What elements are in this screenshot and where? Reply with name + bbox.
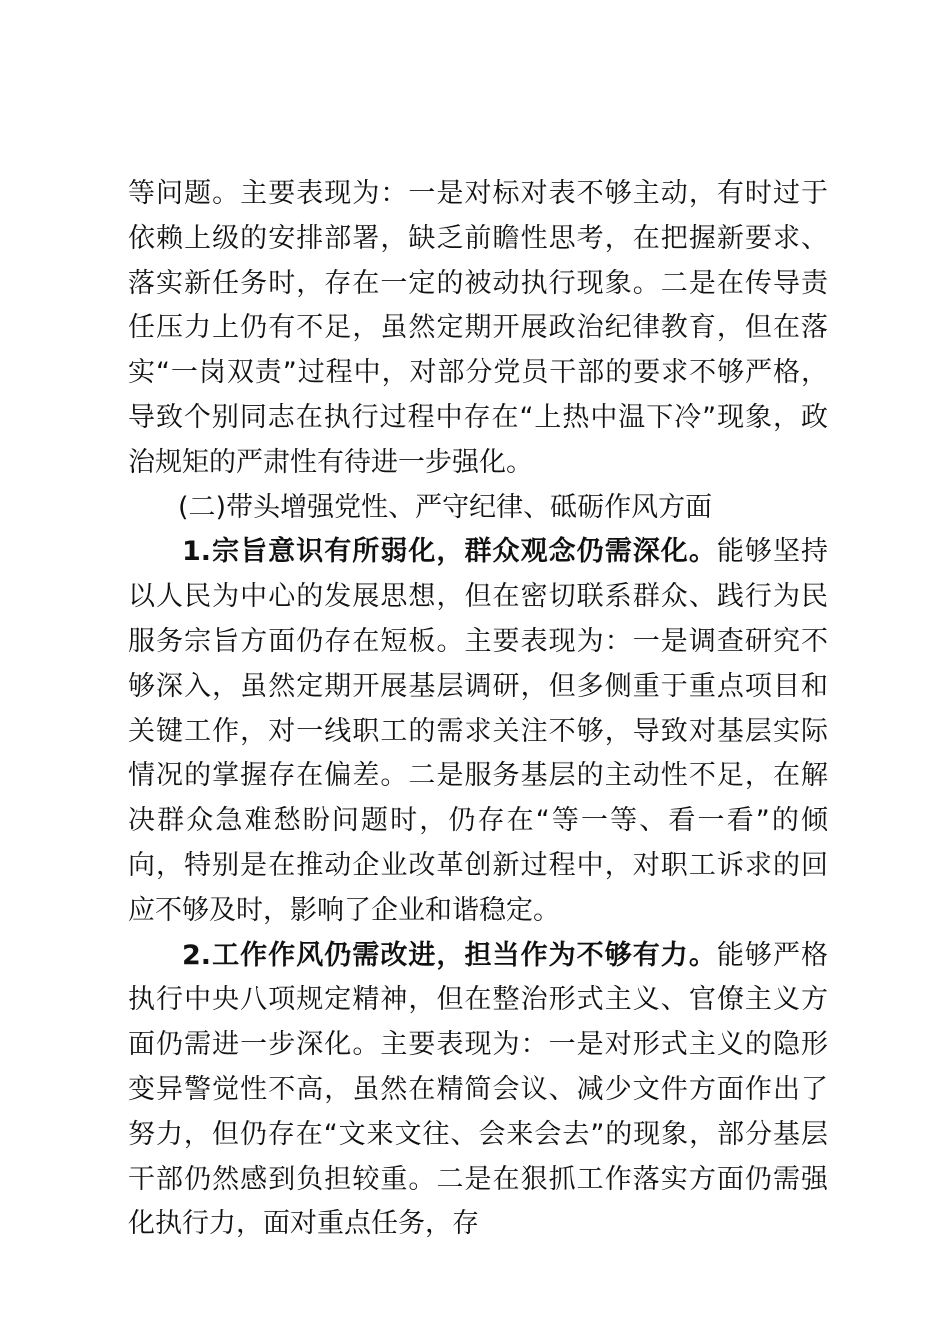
document-body: [128, 172, 828, 1247]
item-2-body: 能够严格执行中央八项规定精神，但在整治形式主义、官僚主义方面仍需进一步深化。主要表现为：一是对形式主义的隐形变异警觉性不高，虽然在精简会议、减少文件方面作出了努力，但仍存在“文来文往、会来会去”的现象，部分基层干部仍然感到负担较重。二是在狠抓工作落实方面仍需强化执行力，面对重点任务，存: [128, 939, 829, 1240]
item-2-paragraph: [128, 934, 828, 1248]
section-heading: (二)带头增强党性、严守纪律、砥砺作风方面: [178, 491, 713, 523]
paragraph-continuation: 等问题。主要表现为：一是对标对表不够主动，有时过于依赖上级的安排部署，缺乏前瞻性思考，在把握新要求、落实新任务时，存在一定的被动执行现象。二是在传导责任压力上仍有不足，虽然定期开展政治纪律教育，但在落实“一岗双责”过程中，对部分党员干部的要求不够严格，导致个别同志在执行过程中存在“上热中温下冷”现象，政治规矩的严肃性有待进一步强化。: [128, 178, 828, 478]
item-1-body: 能够坚持以人民为中心的发展思想，但在密切联系群众、践行为民服务宗旨方面仍存在短板。主要表现为：一是调查研究不够深入，虽然定期开展基层调研，但多侧重于重点项目和关键工作，对一线职工的需求关注不够，导致对基层实际情况的掌握存在偏差。二是服务基层的主动性不足，在解决群众急难愁盼问题时，仍存在“等一等、看一看”的倾向，特别是在推动企业改革创新过程中，对职工诉求的回应不够及时，影响了企业和谐稳定。: [128, 536, 829, 926]
item-2-lead: 2.工作作风仍需改进，担当作为不够有力。: [182, 939, 717, 971]
item-1-paragraph: [128, 530, 828, 933]
item-1-lead: 1.宗旨意识有所弱化，群众观念仍需深化。: [182, 536, 717, 568]
